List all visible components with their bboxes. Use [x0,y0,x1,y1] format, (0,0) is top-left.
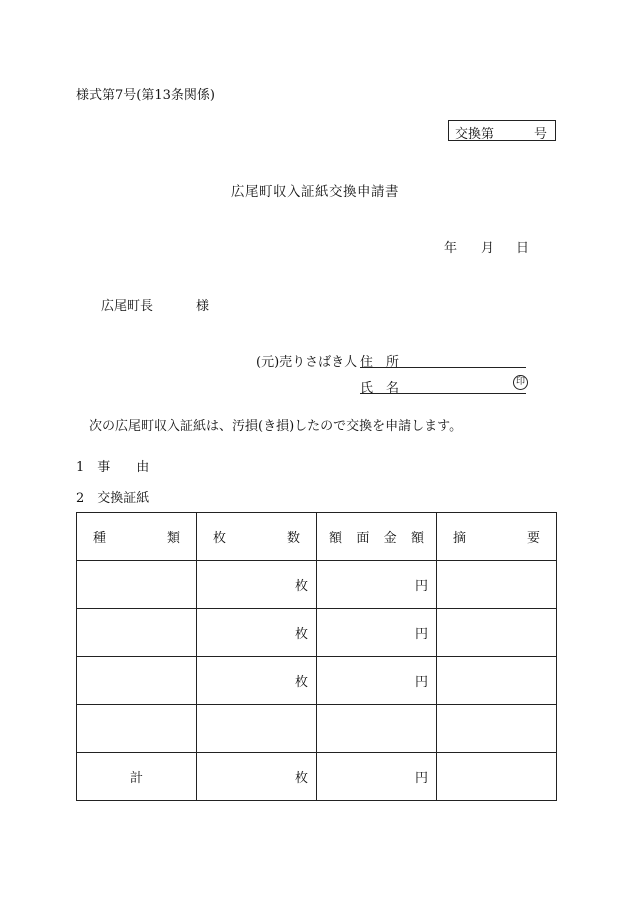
cell-amount[interactable]: 円 [317,609,437,657]
exchange-number-box[interactable] [448,120,556,141]
name-field[interactable] [360,377,526,394]
header-count: 枚 数 [197,513,317,561]
address-label: 住 所 [360,355,400,370]
cell-type[interactable] [77,705,197,753]
table-row [77,705,557,753]
address-field[interactable] [360,351,526,368]
cell-total-amount[interactable]: 円 [317,753,437,801]
exchange-number-suffix: 号 [533,127,547,142]
cell-type[interactable] [77,561,197,609]
applicant-role: (元)売りさばき人 [256,355,358,370]
section-certificates-heading: 2 交換証紙 [76,491,150,506]
cell-count[interactable]: 枚 [197,561,317,609]
cell-type[interactable] [77,609,197,657]
name-label: 氏 名 [360,381,400,396]
cell-remarks[interactable] [437,657,557,705]
cell-count[interactable] [197,705,317,753]
cell-total-label: 計 [77,753,197,801]
seal-icon: 印 [513,375,528,390]
header-face-value: 額 面 金 額 [317,513,437,561]
table-row [77,657,557,705]
date-day-label: 日 [516,241,530,256]
addressee-honorific: 様 [196,299,210,314]
cell-total-remarks[interactable] [437,753,557,801]
date-month-label: 月 [481,241,495,256]
table-row [77,609,557,657]
header-remarks: 摘 要 [437,513,557,561]
cell-remarks[interactable] [437,609,557,657]
document-title: 広尾町収入証紙交換申請書 [231,184,399,200]
table-total-row [77,753,557,801]
table-header-row [77,513,557,561]
cell-amount[interactable]: 円 [317,561,437,609]
certificate-table [76,512,557,801]
cell-total-count[interactable]: 枚 [197,753,317,801]
cell-remarks[interactable] [437,705,557,753]
cell-remarks[interactable] [437,561,557,609]
form-number-label: 様式第7号(第13条関係) [76,88,215,103]
cell-count[interactable]: 枚 [197,609,317,657]
table-row [77,561,557,609]
header-type: 種 類 [77,513,197,561]
application-statement: 次の広尾町収入証紙は、汚損(き損)したので交換を申請します。 [89,419,463,434]
addressee-name: 広尾町長 [101,299,154,314]
cell-amount[interactable] [317,705,437,753]
section-reason-heading: 1 事 由 [76,460,150,475]
cell-count[interactable]: 枚 [197,657,317,705]
cell-amount[interactable]: 円 [317,657,437,705]
exchange-number-label: 交換第 [455,127,495,142]
date-year-label: 年 [444,241,458,256]
cell-type[interactable] [77,657,197,705]
